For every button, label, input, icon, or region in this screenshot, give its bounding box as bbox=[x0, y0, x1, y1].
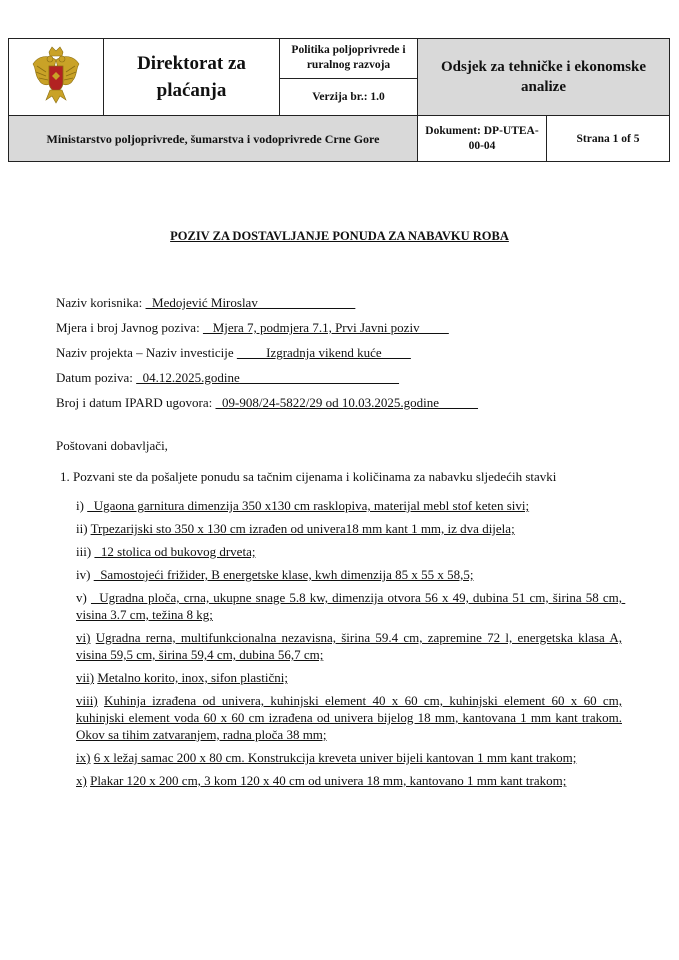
item-number: viii) bbox=[76, 693, 98, 708]
field-project bbox=[56, 344, 622, 361]
field-label: Broj i datum IPARD ugovora: bbox=[56, 395, 213, 410]
version-label: Verzija br.: 1.0 bbox=[280, 78, 418, 116]
item-number: vii) bbox=[76, 670, 95, 685]
item-number: iii) bbox=[76, 544, 92, 559]
item-text: Ugradna ploča, crna, ukupne snage 5.8 kw, dimenzija otvora 56 x 49, dubina 51 cm, širina 58 cm, visina 3.7 cm, težina 8 kg; bbox=[76, 590, 626, 622]
field-label: Naziv korisnika: bbox=[56, 295, 143, 310]
field-label: Naziv projekta – Naziv investicije bbox=[56, 345, 234, 360]
montenegro-eagle-icon bbox=[32, 46, 80, 104]
field-label: Datum poziva: bbox=[56, 370, 133, 385]
item-number: ii) bbox=[76, 521, 88, 536]
item-text: 6 x ležaj samac 200 x 80 cm. Konstrukcija kreveta univer bijeli kantovan 1 mm kant trakom; bbox=[93, 750, 577, 765]
item-number: vi) bbox=[76, 630, 91, 645]
field-beneficiary bbox=[56, 294, 622, 311]
list-item bbox=[76, 772, 622, 789]
list-item bbox=[76, 669, 622, 686]
list-item bbox=[76, 566, 622, 583]
item-text: Kuhinja izrađena od univera, kuhinjski element 40 x 60 cm, kuhinjski element 60 x 60 cm, kuhinjski element voda 60 x 60 cm izrađena od univera bijelog 18 mm, kantovana 1 mm kant trakom. Okov sa tihim zatvaranjem, radna ploča 38 mm; bbox=[76, 693, 623, 742]
list-item bbox=[76, 589, 626, 623]
document-header bbox=[8, 38, 670, 162]
item-text: Ugradna rerna, multifunkcionalna nezavisna, širina 59.4 cm, zapremine 72 l, energetska klasa A, visina 59,5 cm, širina 59,4 cm, dubina 56,7 cm; bbox=[76, 630, 622, 662]
list-item bbox=[76, 629, 622, 663]
document-title: POZIV ZA DOSTAVLJANJE PONUDA ZA NABAVKU ROBA bbox=[170, 229, 509, 243]
policy-label: Politika poljoprivrede i ruralnog razvoja bbox=[280, 39, 418, 79]
item-number: x) bbox=[76, 773, 87, 788]
field-value: 04.12.2025.godine bbox=[136, 370, 400, 385]
item-number: iv) bbox=[76, 567, 91, 582]
field-value: Mjera 7, podmjera 7.1, Prvi Javni poziv bbox=[202, 320, 449, 335]
intro-paragraph: 1. Pozvani ste da pošaljete ponudu sa tačnim cijenama i količinama za nabavku sljedećih stavki bbox=[60, 469, 557, 484]
page-number: Strana 1 of 5 bbox=[547, 116, 670, 162]
list-item bbox=[76, 520, 622, 537]
document-id: Dokument: DP-UTEA-00-04 bbox=[418, 116, 547, 162]
item-text: Metalno korito, inox, sifon plastični; bbox=[97, 670, 288, 685]
field-date bbox=[56, 369, 622, 386]
item-number: ix) bbox=[76, 750, 91, 765]
field-value: 09-908/24-5822/29 od 10.03.2025.godine bbox=[215, 395, 479, 410]
item-number: i) bbox=[76, 498, 84, 513]
item-text: 12 stolica od bukovog drveta; bbox=[94, 544, 256, 559]
document-body bbox=[56, 294, 626, 795]
items-list bbox=[56, 497, 626, 789]
item-number: v) bbox=[76, 590, 87, 605]
department-label: Odsjek za tehničke i ekonomske analize bbox=[418, 39, 670, 116]
item-text: Samostojeći frižider, B energetske klase, kwh dimenzija 85 x 55 x 58,5; bbox=[93, 567, 474, 582]
field-contract bbox=[56, 394, 622, 411]
list-item bbox=[76, 497, 622, 514]
greeting: Poštovani dobavljači, bbox=[56, 438, 168, 453]
item-text: Trpezarijski sto 350 x 130 cm izrađen od univera18 mm kant 1 mm, iz dva dijela; bbox=[90, 521, 515, 536]
field-value: Medojević Miroslav bbox=[145, 295, 356, 310]
field-measure bbox=[56, 319, 622, 336]
list-item bbox=[76, 749, 622, 766]
list-item bbox=[76, 692, 622, 743]
field-label: Mjera i broj Javnog poziva: bbox=[56, 320, 200, 335]
item-text: Ugaona garnitura dimenzija 350 x130 cm rasklopiva, materijal mebl stof keten sivi; bbox=[87, 498, 530, 513]
ministry-label: Ministarstvo poljoprivrede, šumarstva i vodoprivrede Crne Gore bbox=[9, 116, 418, 162]
coat-of-arms-cell bbox=[9, 39, 104, 116]
field-value: Izgradnja vikend kuće bbox=[236, 345, 411, 360]
list-item bbox=[76, 543, 622, 560]
org-title: Direktorat za plaćanja bbox=[104, 39, 280, 116]
item-text: Plakar 120 x 200 cm, 3 kom 120 x 40 cm od univera 18 mm, kantovano 1 mm kant trakom; bbox=[90, 773, 567, 788]
